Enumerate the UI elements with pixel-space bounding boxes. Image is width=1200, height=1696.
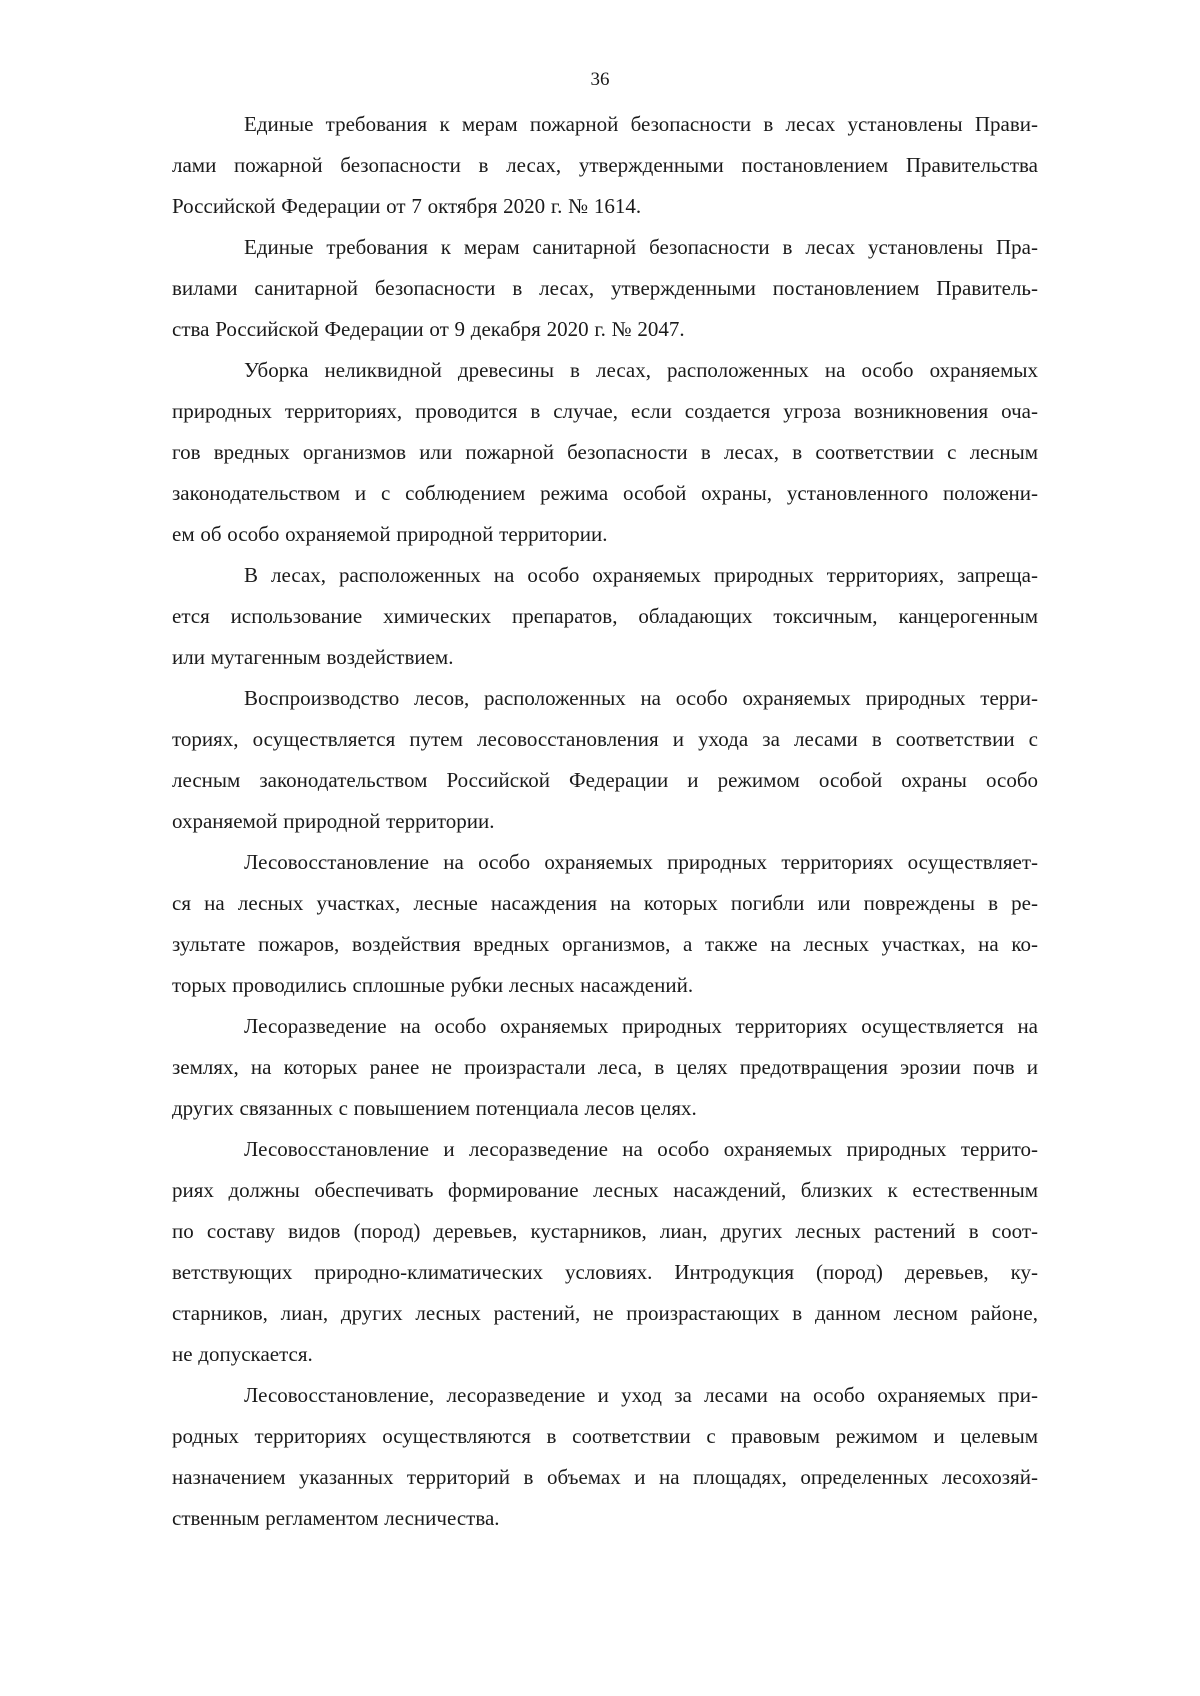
text-line: Уборка неликвидной древесины в лесах, расположенных на особо охраняемых bbox=[244, 358, 1038, 382]
paragraph bbox=[100, 104, 1038, 227]
text-line: землях, на которых ранее не произрастали леса, в целях предотвращения эрозии почв и bbox=[172, 1055, 1038, 1079]
paragraph bbox=[100, 227, 1038, 350]
text-line: старников, лиан, других лесных растений, не произрастающих в данном лесном районе, bbox=[172, 1301, 1038, 1325]
text-line: Единые требования к мерам санитарной безопасности в лесах установлены Пра- bbox=[244, 235, 1038, 259]
text-line: лесным законодательством Российской Федерации и режимом особой охраны особо bbox=[172, 768, 1038, 792]
text-line: Воспроизводство лесов, расположенных на особо охраняемых природных терри- bbox=[244, 686, 1038, 710]
paragraph bbox=[100, 555, 1038, 678]
text-line: В лесах, расположенных на особо охраняемых природных территориях, запреща- bbox=[244, 563, 1038, 587]
text-line: по составу видов (пород) деревьев, кустарников, лиан, других лесных растений в соот- bbox=[172, 1219, 1038, 1243]
text-line: не допускается. bbox=[172, 1342, 313, 1366]
text-line: Лесовосстановление и лесоразведение на особо охраняемых природных террито- bbox=[244, 1137, 1038, 1161]
text-line: Лесовосстановление, лесоразведение и уход за лесами на особо охраняемых при- bbox=[244, 1383, 1038, 1407]
text-line: родных территориях осуществляются в соответствии с правовым режимом и целевым bbox=[172, 1424, 1038, 1448]
text-line: природных территориях, проводится в случае, если создается угроза возникновения оча- bbox=[172, 399, 1038, 423]
body-text bbox=[100, 104, 1038, 1539]
text-line: Единые требования к мерам пожарной безопасности в лесах установлены Прави- bbox=[244, 112, 1038, 136]
paragraph bbox=[100, 842, 1038, 1006]
text-line: ториях, осуществляется путем лесовосстановления и ухода за лесами в соответствии с bbox=[172, 727, 1038, 751]
text-line: ется использование химических препаратов, обладающих токсичным, канцерогенным bbox=[172, 604, 1038, 628]
text-line: ся на лесных участках, лесные насаждения на которых погибли или повреждены в ре- bbox=[172, 891, 1038, 915]
text-line: других связанных с повышением потенциала лесов целях. bbox=[172, 1096, 697, 1120]
paragraph bbox=[100, 1375, 1038, 1539]
text-line: назначением указанных территорий в объемах и на площадях, определенных лесохозяй- bbox=[172, 1465, 1038, 1489]
text-line: или мутагенным воздействием. bbox=[172, 645, 454, 669]
text-line: ства Российской Федерации от 9 декабря 2020 г. № 2047. bbox=[172, 317, 685, 341]
text-line: Лесовосстановление на особо охраняемых природных территориях осуществляет- bbox=[244, 850, 1038, 874]
text-line: вилами санитарной безопасности в лесах, утвержденными постановлением Правитель- bbox=[172, 276, 1038, 300]
text-line: ственным регламентом лесничества. bbox=[172, 1506, 500, 1530]
page-number: 36 bbox=[590, 69, 610, 90]
paragraph bbox=[100, 1129, 1038, 1375]
paragraph bbox=[100, 350, 1038, 555]
text-line: риях должны обеспечивать формирование лесных насаждений, близких к естественным bbox=[172, 1178, 1038, 1202]
text-line: гов вредных организмов или пожарной безопасности в лесах, в соответствии с лесным bbox=[172, 440, 1038, 464]
text-line: зультате пожаров, воздействия вредных организмов, а также на лесных участках, на ко- bbox=[172, 932, 1038, 956]
text-line: Лесоразведение на особо охраняемых природных территориях осуществляется на bbox=[244, 1014, 1038, 1038]
paragraph bbox=[100, 678, 1038, 842]
text-line: торых проводились сплошные рубки лесных насаждений. bbox=[172, 973, 694, 997]
text-line: Российской Федерации от 7 октября 2020 г. № 1614. bbox=[172, 194, 642, 218]
text-line: ем об особо охраняемой природной территории. bbox=[172, 522, 608, 546]
text-line: охраняемой природной территории. bbox=[172, 809, 495, 833]
paragraph bbox=[100, 1006, 1038, 1129]
text-line: лами пожарной безопасности в лесах, утвержденными постановлением Правительства bbox=[172, 153, 1038, 177]
text-line: ветствующих природно-климатических условиях. Интродукция (пород) деревьев, ку- bbox=[172, 1260, 1038, 1284]
text-line: законодательством и с соблюдением режима особой охраны, установленного положени- bbox=[172, 481, 1038, 505]
